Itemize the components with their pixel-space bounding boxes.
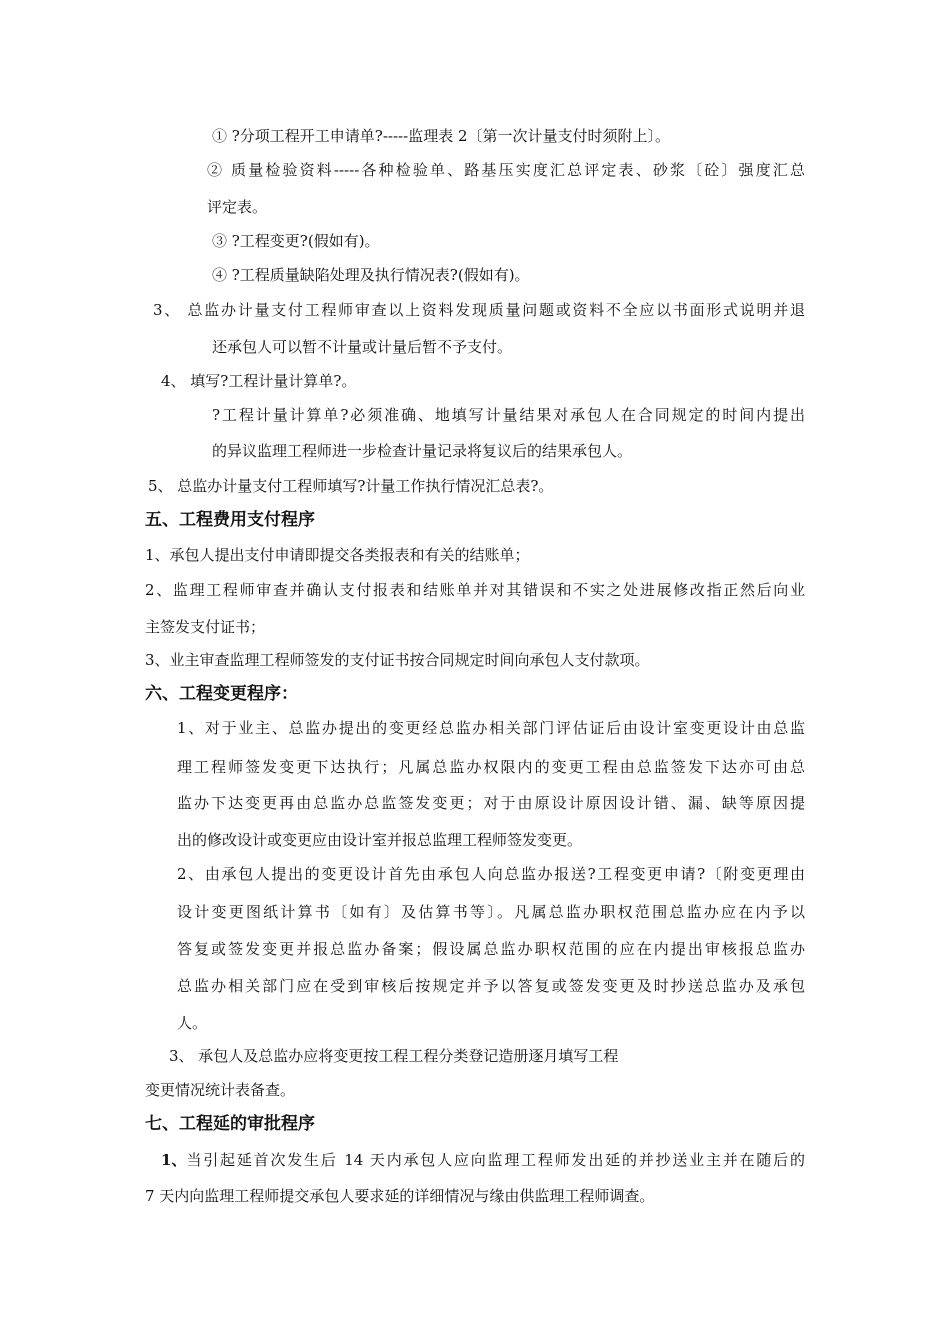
section7-paragraph-1 — [161, 1150, 805, 1170]
section6-paragraph-3: 3、 承包人及总监办应将变更按工程工程分类登记造册逐月填写工程 — [169, 1047, 619, 1065]
paragraph-4-line-1: ?工程计量计算单?必须准确、地填写计量结果对承包人在合同规定的时间内提出 — [212, 406, 805, 424]
list-item-2-cont: 评定表。 — [207, 198, 268, 216]
section7-paragraph-1-cont: 7 天内向监理工程师提交承包人要求延的详细情况与缘由供监理工程师调查。 — [145, 1187, 655, 1205]
list-item-4: ④ ?工程质量缺陷处理及执行情况表?(假如有)。 — [212, 266, 530, 284]
section-heading-6: 六、工程变更程序： — [145, 684, 298, 704]
paragraph-4: 4、 填写?工程计量计算单?。 — [161, 372, 357, 390]
paragraph-3: 3、 总监办计量支付工程师审查以上资料发现质量问题或资料不全应以书面形式说明并退 — [153, 301, 805, 319]
section6-paragraph-3-cont: 变更情况统计表备查。 — [145, 1081, 296, 1099]
list-item-3: ③ ?工程变更?(假如有)。 — [212, 232, 380, 250]
list-item-1: ① ?分项工程开工申请单?-----监理表 2〔第一次计量支付时须附上〕。 — [212, 127, 671, 145]
section6-paragraph-2-line-4: 总监办相关部门应在受到审核后按规定并予以答复或签发变更及时抄送总监办及承包 — [177, 977, 805, 995]
section5-paragraph-1: 1、承包人提出支付申请即提交各类报表和有关的结账单； — [145, 546, 530, 564]
section6-paragraph-2-line-1: 2、由承包人提出的变更设计首先由承包人向总监办报送?工程变更申请?〔附变更理由 — [177, 865, 805, 883]
list-item-2: ② 质量检验资料-----各种检验单、路基压实度汇总评定表、砂浆〔砼〕强度汇总 — [207, 161, 805, 179]
section5-paragraph-3: 3、业主审查监理工程师签发的支付证书按合同规定时间向承包人支付款项。 — [145, 651, 650, 669]
paragraph-5: 5、 总监办计量支付工程师填写?计量工作执行情况汇总表?。 — [148, 477, 554, 495]
section6-paragraph-1-line-3: 监办下达变更再由总监办总监签发变更；对于由原设计原因设计错、漏、缺等原因提 — [177, 794, 805, 812]
section7-paragraph-1-number: 1、 — [161, 1151, 187, 1169]
section6-paragraph-1-line-1: 1、对于业主、总监办提出的变更经总监办相关部门评估证后由设计室变更设计由总监 — [177, 719, 805, 737]
section7-paragraph-1-line-1: 当引起延首次发生后 14 天内承包人应向监理工程师发出延的并抄送业主并在随后的 — [186, 1151, 805, 1169]
section6-paragraph-1-line-2: 理工程师签发变更下达执行；凡属总监办权限内的变更工程由总监签发下达亦可由总 — [177, 758, 805, 776]
paragraph-3-cont: 还承包人可以暂不计量或计量后暂不予支付。 — [212, 338, 513, 356]
section-heading-5: 五、工程费用支付程序 — [145, 510, 315, 530]
paragraph-4-line-2: 的异议监理工程师进一步检查计量记录将复议后的结果承包人。 — [212, 442, 633, 460]
section6-paragraph-1-line-4: 出的修改设计或变更应由设计室并报总监理工程师签发变更。 — [177, 831, 583, 849]
section5-paragraph-2-cont: 主签发支付证书； — [145, 618, 266, 636]
section5-paragraph-2: 2、监理工程师审查并确认支付报表和结账单并对其错误和不实之处进展修改指正然后向业 — [145, 581, 805, 599]
section6-paragraph-2-line-5: 人。 — [177, 1014, 208, 1032]
section-heading-7: 七、工程延的审批程序 — [145, 1114, 315, 1134]
section6-paragraph-2-line-3: 答复或签发变更并报总监办备案；假设属总监办职权范围的应在内提出审核报总监办 — [177, 940, 805, 958]
section6-paragraph-2-line-2: 设计变更图纸计算书〔如有〕及估算书等〕。凡属总监办职权范围总监办应在内予以 — [177, 903, 805, 921]
